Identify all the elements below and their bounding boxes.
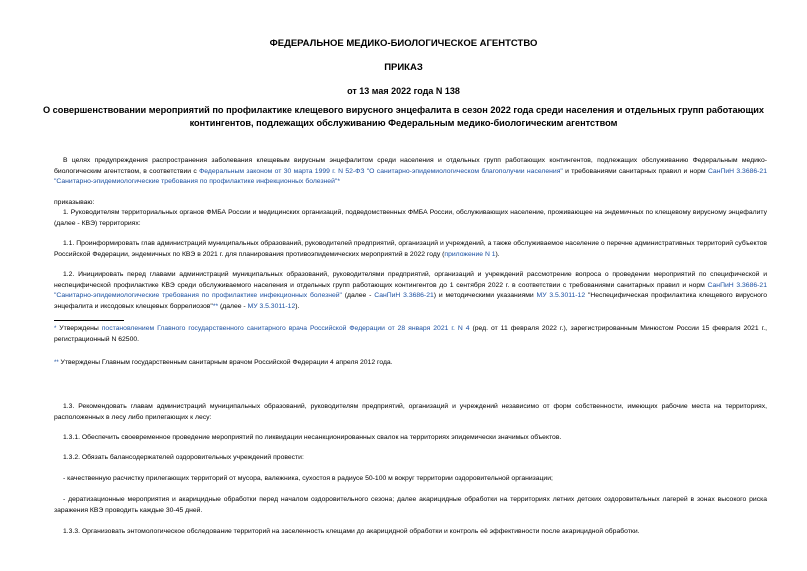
resolution-link[interactable]: постановлением Главного государственного санитарного врача Российской Федерации от 28 января 2021 г. N 4 xyxy=(101,325,470,332)
order-word: приказываю: xyxy=(54,199,95,206)
item-1-1-text: 1.1. Проинформировать глав администраций муниципальных образований, руководителей предприятий, организаций и учреждений, а также обслуживаемое население о перечне административных территорий субъектов Российской Федерации, эндемичных по КВЭ в 2021 г. для планирования противоэпидемических мероприятий в 2022 году ( xyxy=(54,240,767,258)
order-date-number: от 13 мая 2022 года N 138 xyxy=(347,86,460,96)
preamble-paragraph xyxy=(54,156,767,188)
sanpin-link[interactable]: СанПиН 3.3686-21 "Санитарно-эпидемиологические требования по профилактике инфекционных болезней" xyxy=(54,167,767,185)
mu-link[interactable]: МУ 3.5.3011-12 xyxy=(536,292,586,299)
item-1-3-2: 1.3.2. Обязать балансодержателей оздоровительных учреждений провести: xyxy=(63,454,304,461)
footnote-1 xyxy=(54,324,767,345)
footnote-divider xyxy=(54,320,124,321)
item-1-3-1: 1.3.1. Обеспечить своевременное проведение мероприятий по ликвидации несанкционированных свалок на территориях эпидемически значимых объектов. xyxy=(63,434,562,441)
item-1-3-2-a: - качественную расчистку прилегающих территорий от мусора, валежника, сухостоя в радиусе 50-100 м вокруг территории оздоровительной организации; xyxy=(63,475,553,482)
item-1-2-text-1: 1.2. Инициировать перед главами администраций муниципальных образований, руководителями предприятий, организаций и учреждений рассмотрение вопроса о проведении мероприятий по специфической и неспецифической профилактике КВЭ среди обслуживаемого населения и отдельных групп работающих контингентов до 1 сентября 2022 г. в соответствии с требованиями санитарных правил и норм xyxy=(54,271,767,289)
footnote-mark-1[interactable]: * xyxy=(337,178,340,185)
item-1-2-end: ). xyxy=(295,302,300,310)
agency-name: ФЕДЕРАЛЬНОЕ МЕДИКО-БИОЛОГИЧЕСКОЕ АГЕНТСТВО xyxy=(269,38,538,49)
item-1-1 xyxy=(54,239,767,260)
footnote-mark-2[interactable]: ** xyxy=(212,302,219,310)
item-1-2-text-5: (далее - xyxy=(218,302,248,310)
document-type: ПРИКАЗ xyxy=(384,62,423,73)
item-1-1-end: ). xyxy=(495,250,500,258)
footnote-1-text-1: Утверждены xyxy=(56,325,102,332)
item-1: 1. Руководителям территориальных органов ФМБА России и медицинских организаций, подведомственных ФМБА России, обслуживающих население, проживающее на эндемичных по клещевому вирусному энцефалиту (далее - КВЭ) территориях: xyxy=(54,209,767,227)
item-1-2-text-2: (далее - xyxy=(341,292,375,299)
item-1-3-2-b: - дератизационные мероприятия и акарицидные обработки перед началом оздоровительного сезона; далее акарицидные обработки на территориях летних детских оздоровительных лагерей в зонах высокого риска заражения КВЭ проводить каждые 30-45 дней. xyxy=(54,496,767,514)
order-title: О совершенствовании мероприятий по профилактике клещевого вирусного энцефалита в сезон 2022 года среди населения и отдельных групп работающих контингентов, подлежащих обслуживанию Федеральным медико-биологическим агентством xyxy=(42,105,765,128)
item-1-3-3: 1.3.3. Организовать энтомологическое обследование территорий на заселенность клещами до акарицидной обработки и контроль её эффективности после акарицидной обработки. xyxy=(63,528,640,535)
item-1-2-text-3: ) и методическими указаниями xyxy=(433,292,537,299)
mu-short-link[interactable]: МУ 3.5.3011-12 xyxy=(247,302,296,310)
footnote-1-mark[interactable]: * xyxy=(54,326,57,332)
sanpin-link-2[interactable]: СанПиН 3.3686-21 "Санитарно-эпидемиологические требования по профилактике инфекционных болезней" xyxy=(54,281,767,299)
preamble-text-1: В целях предупреждения распространения заболевания клещевым вирусным энцефалитом среди населения и отдельных групп работающих контингентов, подлежащих обслуживанию Федеральным медико-биологическим агентством, в соответствии с xyxy=(54,157,767,175)
footnote-2-mark[interactable]: ** xyxy=(54,360,59,366)
footnote-2 xyxy=(54,358,767,369)
item-1-2 xyxy=(54,270,767,312)
item-1-2-text-4: "Неспецифическая профилактика клещевого вирусного энцефалита и иксодовых клещевых боррелиозов" xyxy=(54,292,767,310)
preamble-text-2: и требованиями санитарных правил и норм xyxy=(562,167,708,175)
appendix-1-link[interactable]: приложение N 1 xyxy=(444,250,496,258)
footnote-2-text: Утверждены Главным государственным санитарным врачом Российской Федерации 4 апреля 2012 года. xyxy=(58,359,393,366)
item-1-3: 1.3. Рекомендовать главам администраций муниципальных образований, руководителям предприятий, организаций и учреждений независимо от форм собственности, имеющих рабочие места на территориях, расположенных в лесу либо прилегающих к лесу: xyxy=(54,403,767,421)
sanpin-short-link[interactable]: СанПиН 3.3686-21 xyxy=(374,292,434,299)
footnote-1-text-2: (ред. от 11 февраля 2022 г.), зарегистрированным Минюстом России 15 февраля 2021 г., регистрационный N 62500. xyxy=(54,325,768,343)
federal-law-link[interactable]: Федеральным законом от 30 марта 1999 г. N 52-ФЗ "О санитарно-эпидемиологическом благополучии населения" xyxy=(199,167,563,175)
